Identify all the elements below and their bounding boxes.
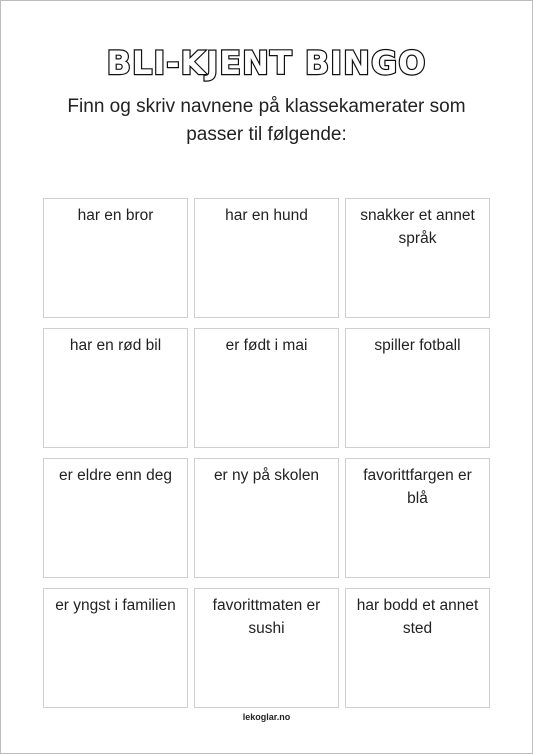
bingo-cell[interactable]: har en bror	[43, 198, 188, 318]
bingo-cell[interactable]: favorittfargen er blå	[345, 458, 490, 578]
footer-site-name: lekoglar.no	[242, 712, 291, 722]
bingo-cell[interactable]: spiller fotball	[345, 328, 490, 448]
bingo-cell[interactable]: er ny på skolen	[194, 458, 339, 578]
bingo-cell[interactable]: har en rød bil	[43, 328, 188, 448]
bingo-grid	[43, 198, 490, 708]
bingo-cell[interactable]: favorittmaten er sushi	[194, 588, 339, 708]
bingo-cell[interactable]: er yngst i familien	[43, 588, 188, 708]
bingo-cell[interactable]: snakker et annet språk	[345, 198, 490, 318]
bingo-cell[interactable]: har bodd et annet sted	[345, 588, 490, 708]
page-title: BLI-KJENT BINGO	[106, 44, 427, 82]
bingo-cell[interactable]: er født i mai	[194, 328, 339, 448]
bingo-cell[interactable]: har en hund	[194, 198, 339, 318]
bingo-cell[interactable]: er eldre enn deg	[43, 458, 188, 578]
instructions-text: Finn og skriv navnene på klassekamerater som passer til følgende:	[67, 96, 466, 145]
